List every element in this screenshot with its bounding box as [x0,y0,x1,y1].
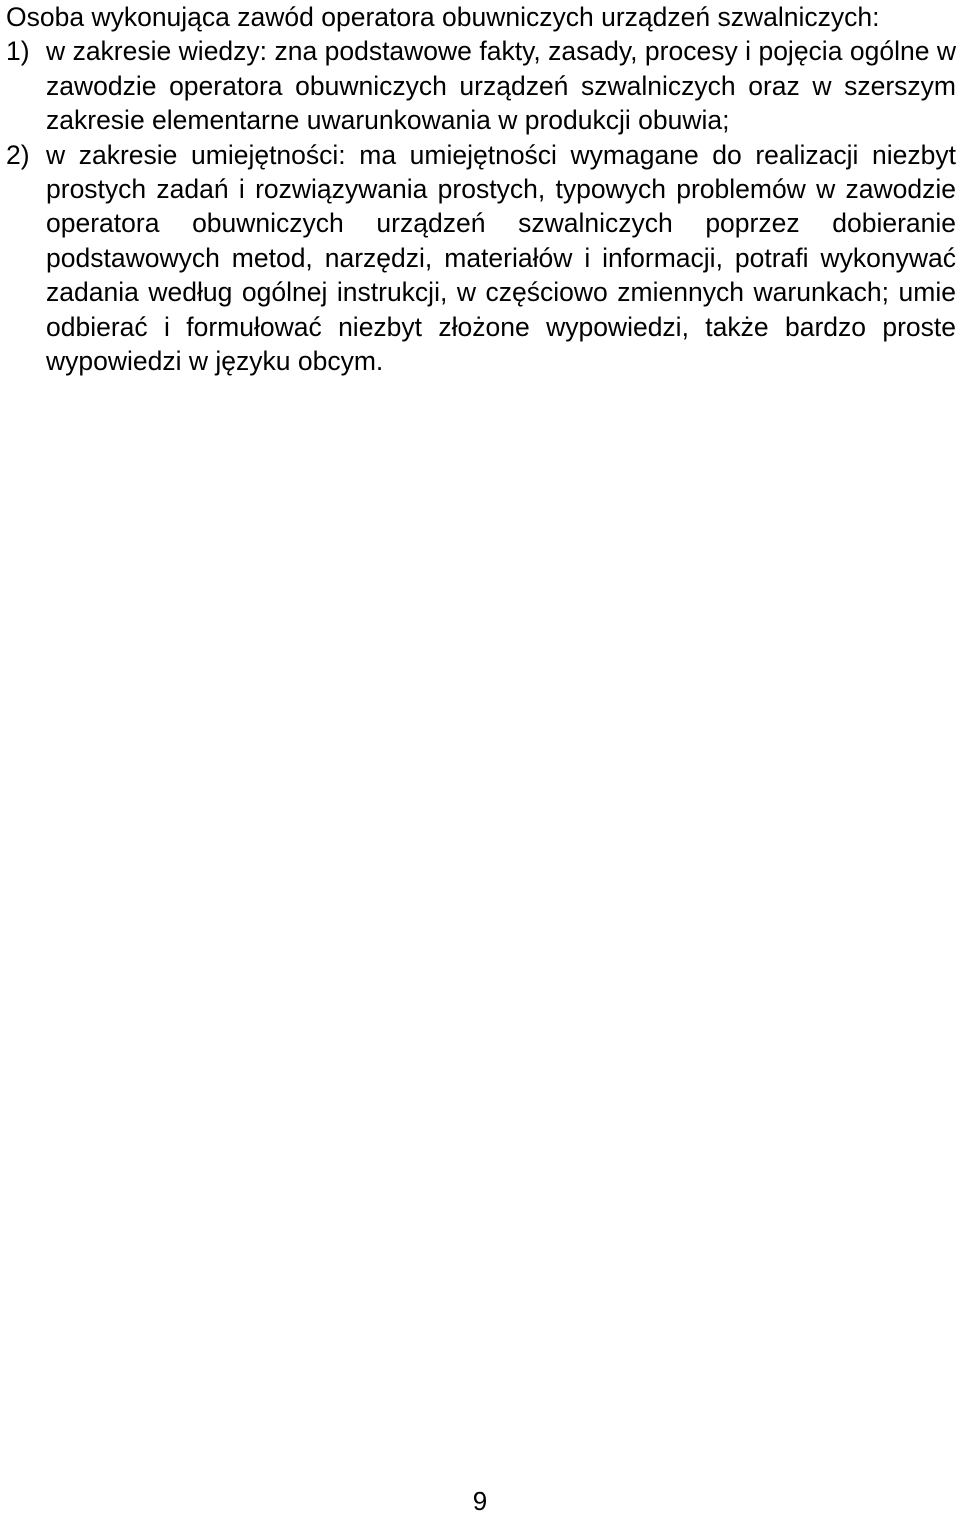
document-body [6,0,956,378]
list-item-text: w zakresie wiedzy: zna podstawowe fakty, zasady, procesy i pojęcia ogólne w zawodzie operatora obuwniczych urządzeń szwalniczych oraz w szerszym zakresie elementarne uwarunkowania w produkcji obuwia; [46,36,956,136]
list-item-marker: 2) [6,139,30,170]
list-item-marker: 1) [6,36,30,67]
page-number: 9 [472,1486,488,1516]
intro-paragraph: Osoba wykonująca zawód operatora obuwniczych urządzeń szwalniczych: [6,2,880,32]
list-item [6,34,956,137]
list-item-text: w zakresie umiejętności: ma umiejętności wymagane do realizacji niezbyt prostych zadań i rozwiązywania prostych, typowych problemów w zawodzie operatora obuwniczych urządzeń szwalniczych poprzez dobieranie podstawowych metod, narzędzi, materiałów i informacji, potrafi wykonywać zadania według ogólnej instrukcji, w częściowo zmiennych warunkach; umie odbierać i formułować niezbyt złożone wypowiedzi, także bardzo proste wypowiedzi w języku obcym. [46,139,956,377]
qualification-list [6,34,956,378]
list-item [6,138,956,379]
